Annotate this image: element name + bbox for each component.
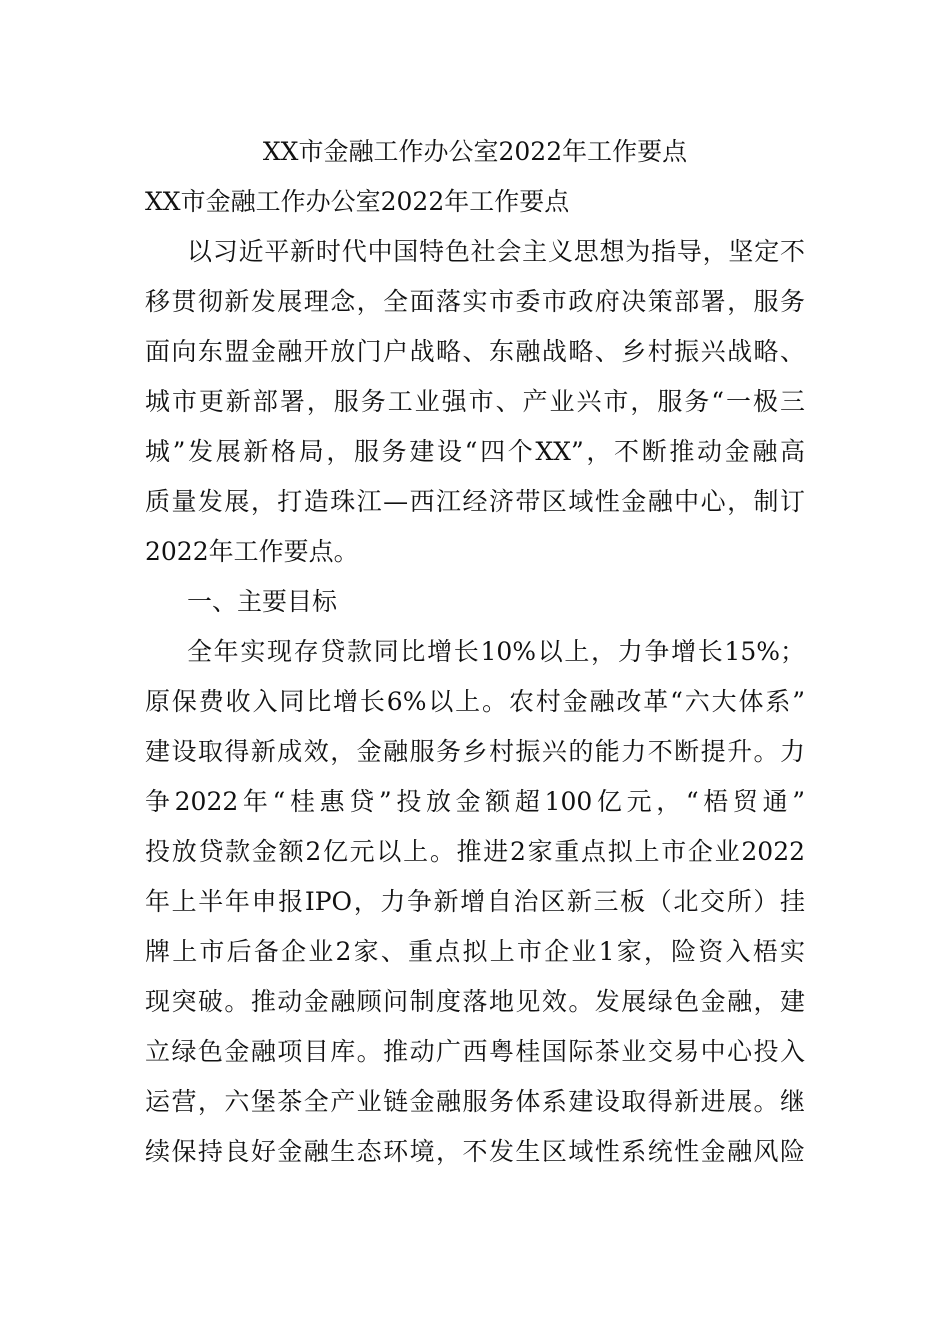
paragraph-line: 争2022年“桂惠贷”投放金额超100亿元，“梧贸通” — [145, 787, 805, 816]
paragraph-line: 2022年工作要点。 — [145, 537, 359, 566]
paragraph-line: 城市更新部署，服务工业强市、产业兴市，服务“一极三 — [145, 387, 805, 416]
paragraph-line: 全年实现存贷款同比增长10%以上，力争增长15%； — [187, 637, 805, 666]
paragraph-line: 建设取得新成效，金融服务乡村振兴的能力不断提升。力 — [145, 737, 805, 766]
paragraph-line: 续保持良好金融生态环境，不发生区域性系统性金融风险 — [145, 1137, 805, 1166]
paragraph-line: 移贯彻新发展理念，全面落实市委市政府决策部署，服务 — [145, 287, 805, 316]
paragraph-line: 投放贷款金额2亿元以上。推进2家重点拟上市企业2022 — [145, 837, 805, 866]
section-heading: 一、主要目标 — [187, 587, 338, 616]
paragraph-line: 立绿色金融项目库。推动广西粤桂国际茶业交易中心投入 — [145, 1037, 805, 1066]
paragraph-line: 质量发展，打造珠江—西江经济带区域性金融中心，制订 — [145, 487, 805, 516]
paragraph-line: 以习近平新时代中国特色社会主义思想为指导，坚定不 — [187, 237, 805, 266]
paragraph-line: 面向东盟金融开放门户战略、东融战略、乡村振兴战略、 — [145, 337, 805, 366]
document-title: XX市金融工作办公室2022年工作要点 — [262, 137, 688, 166]
paragraph-line: 原保费收入同比增长6%以上。农村金融改革“六大体系” — [145, 687, 805, 716]
paragraph-line: 运营，六堡茶全产业链金融服务体系建设取得新进展。继 — [145, 1087, 805, 1116]
paragraph-line: 城”发展新格局，服务建设“四个XX”，不断推动金融高 — [145, 437, 805, 466]
paragraph-line: 年上半年申报IPO，力争新增自治区新三板（北交所）挂 — [145, 887, 805, 916]
paragraph-line: 牌上市后备企业2家、重点拟上市企业1家，险资入梧实 — [145, 937, 805, 966]
document-subtitle: XX市金融工作办公室2022年工作要点 — [145, 187, 570, 216]
paragraph-line: 现突破。推动金融顾问制度落地见效。发展绿色金融，建 — [145, 987, 805, 1016]
